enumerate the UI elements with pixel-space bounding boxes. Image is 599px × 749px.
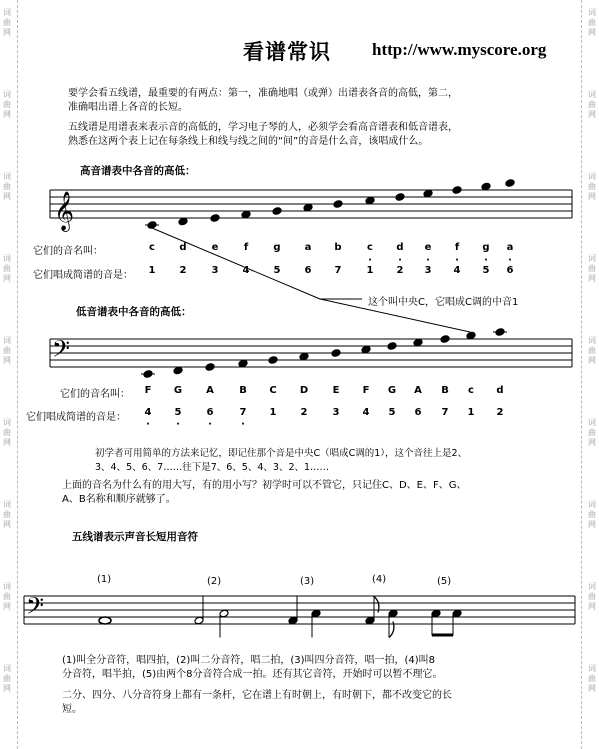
note-name: d [496, 385, 504, 396]
quarter-note-icon [311, 609, 321, 618]
note-name: c [367, 242, 373, 253]
watermark-char: 词 [3, 664, 11, 673]
note-name: a [304, 242, 312, 253]
watermark-char: 词 [588, 582, 596, 591]
jianpu-number: 7 [334, 265, 342, 276]
jianpu-number: 6 [414, 407, 422, 418]
memory-line: 3、4、5、6、7……往下是7、6、5、4、3、2、1…… [95, 462, 330, 473]
watermark-char: 网 [3, 192, 11, 201]
watermark-char: 曲 [3, 100, 11, 109]
jianpu-number: 5 [388, 407, 396, 418]
note-name: G [387, 385, 397, 396]
middle-c-pointer-line [152, 228, 320, 299]
note-head-treble [481, 182, 491, 191]
watermark-char: 词 [588, 8, 596, 17]
beamed-eighth-note-icon [431, 609, 441, 618]
octave-dot: · [146, 419, 150, 430]
stem-line: 二分、四分、八分音符身上都有一条杆，它在谱上有时朝上，有时朝下，都不改变它的长 [62, 690, 452, 701]
watermark-char: 词 [588, 90, 596, 99]
watermark-char: 词 [588, 418, 596, 427]
jianpu-number: 5 [482, 265, 490, 276]
jianpu-number: 4 [242, 265, 250, 276]
note-head-treble [452, 186, 462, 195]
watermark-char: 曲 [588, 18, 596, 27]
note-name: e [424, 242, 432, 253]
note-head-treble [395, 193, 405, 202]
middle-c-annotation: 这个叫中央C，它唱成C调的中音1 [368, 297, 519, 308]
note-head-treble [272, 207, 282, 216]
note-head-bass [331, 349, 341, 358]
note-head-treble [210, 214, 220, 223]
duration-label: (3) [300, 576, 315, 587]
watermark-char: 网 [588, 602, 596, 611]
watermark-char: 曲 [3, 674, 11, 683]
note-name: f [243, 242, 249, 253]
note-head-bass [495, 328, 505, 337]
note-head-treble [333, 200, 343, 209]
octave-dot: · [426, 255, 430, 266]
watermark-char: 曲 [3, 510, 11, 519]
note-name: g [273, 242, 281, 253]
note-name: E [332, 385, 340, 396]
note-head-bass [173, 366, 183, 375]
watermark-char: 网 [588, 684, 596, 693]
octave-dot: · [208, 419, 212, 430]
watermark-char: 词 [3, 90, 11, 99]
watermark-char: 曲 [588, 100, 596, 109]
watermark-char: 曲 [588, 346, 596, 355]
case-paragraph [62, 479, 467, 507]
treble-staff [50, 179, 572, 232]
memory-line: 初学者可用简单的方法来记忆，即记住那个音是中央C（唱成C调的1），这个音往上是2、 [95, 448, 468, 459]
case-line: A、B名称和顺序就够了。 [62, 494, 176, 505]
note-head-treble [178, 217, 188, 226]
durations-line: (1)叫全分音符，唱四拍，(2)叫二分音符，唱二拍，(3)叫四分音符，唱一拍，(4)叫8 [62, 655, 436, 666]
octave-dot: · [484, 255, 488, 266]
treble-clef-icon: 𝄞 [54, 191, 75, 231]
watermark-char: 网 [3, 602, 11, 611]
jianpu-number: 6 [206, 407, 214, 418]
intro-line: 要学会看五线谱，最重要的有两点：第一，准确地唱（或弹）出谱表各音的高低，第二， [68, 88, 458, 99]
watermark-char: 网 [588, 274, 596, 283]
note-head-treble [505, 179, 515, 188]
bass-staff [50, 328, 572, 379]
watermark-char: 曲 [3, 264, 11, 273]
bass-clef-icon: 𝄢 [52, 335, 71, 368]
jianpu-number: 2 [396, 265, 404, 276]
note-name: e [211, 242, 219, 253]
intro-line: 熟悉在这两个表上记在每条线上和线与线之间的“间”的音是什么音，该唱成什么。 [68, 136, 429, 147]
half-note-icon [219, 609, 229, 618]
note-name: B [441, 385, 449, 396]
treble-names-label: 它们的音名叫： [33, 246, 103, 257]
watermark-char: 词 [3, 172, 11, 181]
note-head-bass [413, 338, 423, 347]
stem-paragraph [62, 689, 452, 717]
jianpu-number: 7 [239, 407, 247, 418]
duration-label: (1) [97, 574, 112, 585]
treble-numbers-label: 它们唱成简谱的音是： [33, 270, 133, 281]
watermark-char: 网 [3, 274, 11, 283]
watermark-char: 词 [588, 254, 596, 263]
octave-dot: · [455, 255, 459, 266]
bass-names-label: 它们的音名叫： [60, 389, 130, 400]
octave-dot: · [241, 419, 245, 430]
note-head-bass [466, 331, 476, 340]
watermark-char: 词 [3, 254, 11, 263]
watermark-char: 网 [588, 28, 596, 37]
watermark-char: 网 [588, 192, 596, 201]
jianpu-number: 3 [424, 265, 432, 276]
bass-numbers-label: 它们唱成简谱的音是： [26, 412, 126, 423]
jianpu-number: 2 [179, 265, 187, 276]
note-head-bass [361, 345, 371, 354]
jianpu-number: 2 [496, 407, 504, 418]
note-name: d [179, 242, 187, 253]
watermark-char: 网 [588, 356, 596, 365]
whole-note-icon [99, 617, 111, 624]
jianpu-number: 5 [174, 407, 182, 418]
note-head-bass [238, 359, 248, 368]
half-note-icon [194, 616, 204, 625]
quarter-note-icon [288, 616, 298, 625]
note-head-treble [303, 203, 313, 212]
note-head-treble [365, 196, 375, 205]
jianpu-number: 4 [362, 407, 370, 418]
watermark-char: 曲 [3, 428, 11, 437]
watermark-char: 网 [3, 520, 11, 529]
watermark-char: 曲 [588, 182, 596, 191]
jianpu-number: 4 [144, 407, 152, 418]
octave-dot: · [176, 419, 180, 430]
watermark-char: 词 [588, 664, 596, 673]
durations-heading: 五线谱表示声音长短用音符 [72, 531, 198, 543]
note-name: f [454, 242, 460, 253]
watermark-char: 网 [3, 110, 11, 119]
durations-line: 分音符，唱半拍，(5)由两个8分音符合成一拍。还有其它音符，开始时可以暂不理它。 [62, 669, 443, 680]
bass-heading: 低音谱表中各音的高低： [76, 306, 192, 318]
note-name: c [468, 385, 474, 396]
watermark-char: 曲 [3, 346, 11, 355]
jianpu-number: 3 [332, 407, 340, 418]
watermark-char: 网 [588, 438, 596, 447]
watermark-char: 曲 [588, 510, 596, 519]
jianpu-number: 1 [269, 407, 277, 418]
note-head-bass [387, 342, 397, 351]
jianpu-number: 1 [467, 407, 475, 418]
intro-line: 准确唱出谱上各音的长短。 [68, 102, 188, 113]
jianpu-number: 7 [441, 407, 449, 418]
note-head-treble [241, 210, 251, 219]
note-head-treble [423, 189, 433, 198]
watermark-char: 词 [588, 500, 596, 509]
note-head-bass [143, 370, 153, 379]
watermark-char: 词 [3, 582, 11, 591]
note-beam [432, 634, 453, 637]
note-head-bass [205, 363, 215, 372]
watermark-char: 词 [588, 336, 596, 345]
note-name: A [414, 385, 422, 396]
note-name: F [362, 385, 370, 396]
stem-line: 短。 [62, 704, 82, 715]
watermark-char: 曲 [588, 428, 596, 437]
watermark-char: 词 [3, 336, 11, 345]
beamed-eighth-note-icon [452, 609, 462, 618]
watermark-char: 曲 [588, 264, 596, 273]
case-line: 上面的音名为什么有的用大写，有的用小写？初学时可以不管它，只记住C、D、E、F、G、 [62, 480, 467, 491]
note-head-bass [268, 356, 278, 365]
note-head-bass [299, 352, 309, 361]
watermark-char: 网 [3, 28, 11, 37]
duration-label: (4) [372, 574, 387, 585]
eighth-note-icon [365, 616, 375, 625]
watermark-char: 曲 [588, 592, 596, 601]
note-name: g [482, 242, 490, 253]
watermark-char: 词 [3, 8, 11, 17]
note-name: C [269, 385, 277, 396]
durations-description [62, 654, 443, 682]
note-name: A [206, 385, 214, 396]
watermark-char: 网 [588, 110, 596, 119]
watermark-char: 词 [3, 500, 11, 509]
watermark-char: 曲 [3, 182, 11, 191]
watermark-char: 词 [3, 418, 11, 427]
page-title: 看谱常识 [243, 39, 331, 64]
note-head-treble [147, 221, 157, 230]
watermark-char: 网 [3, 684, 11, 693]
duration-label: (5) [437, 576, 452, 587]
jianpu-number: 5 [273, 265, 281, 276]
note-name: F [144, 385, 152, 396]
duration-label: (2) [207, 576, 222, 587]
note-name: a [506, 242, 514, 253]
watermark-char: 网 [3, 356, 11, 365]
note-name: D [299, 385, 309, 396]
jianpu-number: 2 [300, 407, 308, 418]
watermark-char: 曲 [588, 674, 596, 683]
watermark-char: 词 [588, 172, 596, 181]
octave-dot: · [508, 255, 512, 266]
site-url: http://www.myscore.org [372, 40, 547, 59]
note-head-bass [440, 335, 450, 344]
eighth-note-icon [388, 609, 398, 618]
watermark-char: 网 [588, 520, 596, 529]
jianpu-number: 6 [506, 265, 514, 276]
memory-paragraph [95, 447, 467, 475]
jianpu-number: 4 [453, 265, 461, 276]
note-name: B [239, 385, 247, 396]
watermark-char: 网 [3, 438, 11, 447]
octave-dot: · [398, 255, 402, 266]
watermark-char: 曲 [3, 18, 11, 27]
octave-dot: · [368, 255, 372, 266]
bass-clef-icon: 𝄢 [26, 592, 45, 625]
duration-staff [24, 592, 575, 638]
jianpu-number: 3 [211, 265, 219, 276]
jianpu-number: 1 [148, 265, 156, 276]
jianpu-number: 6 [304, 265, 312, 276]
watermark-char: 曲 [3, 592, 11, 601]
note-name: b [334, 242, 342, 253]
jianpu-number: 1 [366, 265, 374, 276]
treble-heading: 高音谱表中各音的高低： [80, 165, 196, 177]
note-name: G [173, 385, 183, 396]
note-name: c [149, 242, 155, 253]
intro-line: 五线谱是用谱表来表示音的高低的，学习电子琴的人，必须学会看高音谱表和低音谱表， [68, 122, 458, 133]
note-name: d [396, 242, 404, 253]
